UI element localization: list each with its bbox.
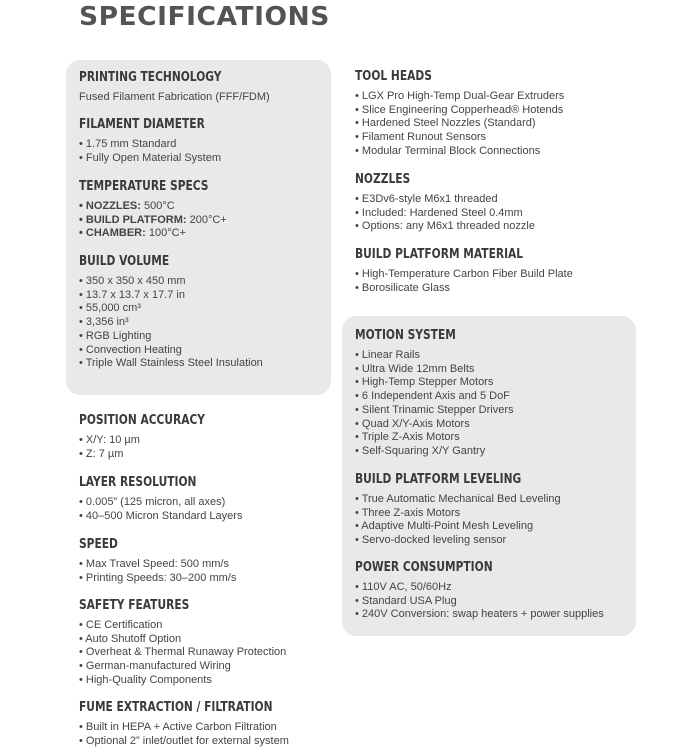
spec-item-label: • CHAMBER: [79,227,146,240]
section-heading: LAYER RESOLUTION [79,475,197,490]
spec-motion-system [355,327,514,459]
spec-item: • LGX Pro High-Temp Dual-Gear Extruders [355,90,565,102]
spec-item: • High-Temperature Carbon Fiber Build Plate [355,268,573,280]
spec-item: • Fully Open Material System [79,151,222,164]
spec-item: • Triple Z-Axis Motors [355,431,460,444]
spec-item: • Self-Squaring X/Y Gantry [355,444,486,457]
spec-item: • Three Z-axis Motors [355,506,461,519]
section-heading: SAFETY FEATURES [79,598,190,613]
spec-safety-features [79,597,286,688]
spec-item: Fused Filament Fabrication (FFF/FDM) [79,91,270,103]
spec-item [79,200,237,214]
spec-build-volume [79,253,263,371]
section-heading: TEMPERATURE SPECS [79,179,209,194]
spec-item [79,214,237,228]
section-heading: BUILD PLATFORM LEVELING [355,472,522,487]
spec-item: • German-manufactured Wiring [79,660,231,673]
spec-item: • Overheat & Thermal Runaway Protection [79,646,287,659]
spec-item: • Auto Shutoff Option [79,632,182,645]
spec-item: • Silent Trinamic Stepper Drivers [355,403,514,416]
spec-item: • 3,356 in³ [79,316,129,329]
spec-item: • Options: any M6x1 threaded nozzle [355,220,535,233]
spec-item-value: 100°C+ [145,227,186,240]
spec-item: • Modular Terminal Block Connections [355,144,541,157]
spec-item: • Filament Runout Sensors [355,131,487,144]
page-title: SPECIFICATIONS [79,2,330,32]
spec-item: • X/Y: 10 µm [79,434,140,446]
section-heading: POWER CONSUMPTION [355,560,493,575]
section-heading: NOZZLES [355,172,411,187]
spec-item: • E3Dv6-style M6x1 threaded [355,193,498,205]
spec-item: • Convection Heating [79,343,182,356]
spec-build-platform-leveling [355,471,561,548]
spec-item: • 55,000 cm³ [79,302,141,315]
spec-item: • 6 Independent Axis and 5 DoF [355,390,510,403]
section-heading: BUILD VOLUME [79,254,170,269]
spec-item: • 0.005” (125 micron, all axes) [79,496,226,508]
spec-item: • 240V Conversion: swap heaters + power supplies [355,608,604,621]
spec-item: • Adaptive Multi-Point Mesh Leveling [355,520,534,533]
spec-item: • High-Quality Components [79,673,212,686]
section-heading: FILAMENT DIAMETER [79,117,205,132]
spec-nozzles [355,171,535,234]
section-heading: BUILD PLATFORM MATERIAL [355,247,524,262]
spec-item: • Quad X/Y-Axis Motors [355,417,470,430]
spec-item: • Optional 2” inlet/outlet for external system [79,734,289,747]
section-heading: PRINTING TECHNOLOGY [79,70,222,85]
spec-item: • RGB Lighting [79,329,152,342]
spec-item: • Built in HEPA + Active Carbon Filtration [79,721,277,733]
spec-item-value: 200°C+ [186,213,227,226]
spec-item-label: • NOZZLES: [79,200,141,212]
spec-item: • Max Travel Speed: 500 mm/s [79,558,229,570]
spec-power-consumption [355,559,604,622]
spec-layer-resolution [79,474,242,523]
spec-item: • Included: Hardened Steel 0.4mm [355,206,523,219]
spec-item: • Printing Speeds: 30–200 mm/s [79,571,237,584]
spec-temperature [79,178,237,241]
spec-speed [79,536,236,585]
spec-item: • High-Temp Stepper Motors [355,376,494,389]
spec-tool-heads [355,68,564,159]
spec-item: • Standard USA Plug [355,594,457,607]
spec-item: • 350 x 350 x 450 mm [79,275,186,287]
spec-printing-technology [79,69,270,105]
spec-fume-extraction [79,699,315,748]
spec-item: • Z: 7 µm [79,447,124,460]
spec-item: • Servo-docked leveling sensor [355,534,507,547]
spec-item: • 40–500 Micron Standard Layers [79,509,243,522]
spec-item: • Ultra Wide 12mm Belts [355,362,475,375]
section-heading: FUME EXTRACTION / FILTRATION [79,700,273,715]
spec-item: • Linear Rails [355,349,420,361]
section-heading: POSITION ACCURACY [79,413,206,428]
spec-item: • True Automatic Mechanical Bed Leveling [355,493,561,505]
section-heading: TOOL HEADS [355,69,432,84]
spec-item: • Triple Wall Stainless Steel Insulation [79,357,263,370]
spec-item [79,227,237,241]
section-heading: MOTION SYSTEM [355,328,456,343]
spec-position-accuracy [79,412,233,461]
spec-item-value: 500°C [140,200,175,212]
spec-item: • 110V AC, 50/60Hz [355,581,452,593]
spec-item: • CE Certification [79,619,163,631]
spec-item-label: • BUILD PLATFORM: [79,213,187,226]
spec-item: • 13.7 x 13.7 x 17.7 in [79,288,185,301]
spec-item: • 1.75 mm Standard [79,138,177,150]
section-heading: SPEED [79,537,118,552]
spec-item: • Borosilicate Glass [355,281,450,294]
spec-filament-diameter [79,116,232,165]
spec-build-platform-material [355,246,573,295]
spec-item: • Hardened Steel Nozzles (Standard) [355,117,536,130]
spec-item: • Slice Engineering Copperhead® Hotends [355,103,564,116]
